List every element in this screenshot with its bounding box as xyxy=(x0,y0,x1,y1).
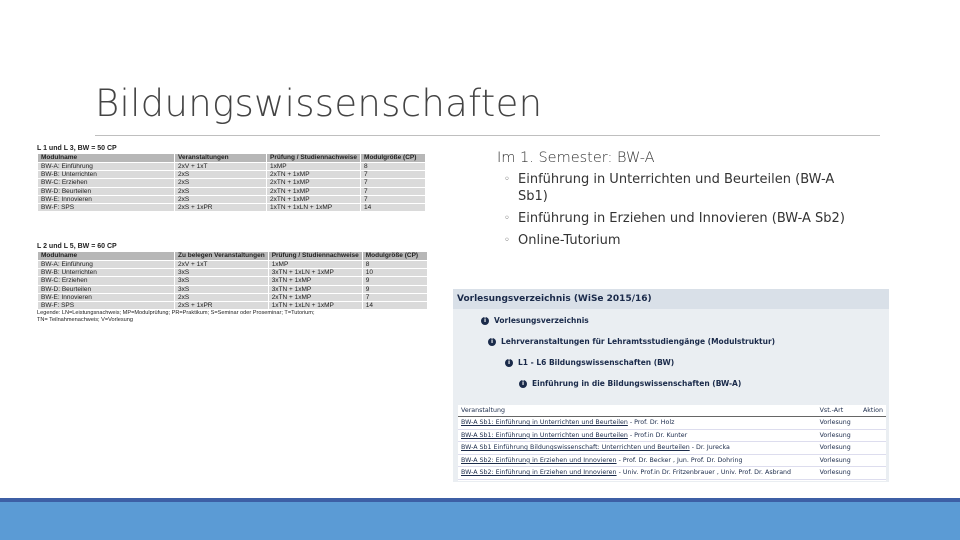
table-row xyxy=(38,195,426,203)
col-header: Veranstaltungen xyxy=(175,154,267,163)
cell: 3xTN + 1xLN + 1xMP xyxy=(268,269,362,277)
table-caption: L 1 und L 3, BW = 50 CP xyxy=(37,145,117,152)
table-row xyxy=(38,277,428,285)
table-row xyxy=(458,442,886,455)
cell: 1xMP xyxy=(268,261,362,269)
cell: 2xS xyxy=(175,293,269,301)
cell: 2xS + 1xPR xyxy=(175,302,269,310)
table-legend xyxy=(37,310,397,324)
bullet-text: Einführung in Erziehen und Innovieren (BW-A Sb2) xyxy=(518,211,845,226)
col-header: Modulgröße (CP) xyxy=(361,154,426,163)
cell: BW-B: Unterrichten xyxy=(38,269,175,277)
module-table xyxy=(37,251,428,310)
cell: 2xS xyxy=(175,195,267,203)
cell: 3xTN + 1xMP xyxy=(268,285,362,293)
tree-node-label: Lehrveranstaltungen für Lehramtsstudiengänge (Modulstruktur) xyxy=(501,337,776,346)
lecturer: - Univ. Prof.in Dr. Fritzenbrauer , Univ. Prof. Dr. Asbrand xyxy=(616,469,792,477)
table-row xyxy=(38,269,428,277)
cell: BW-A: Einführung xyxy=(38,261,175,269)
bullet-text: Einführung in Unterrichten und Beurteilen (BW-A Sb1) xyxy=(518,172,835,204)
course-catalog-screenshot xyxy=(453,289,889,482)
cell: BW-C: Erziehen xyxy=(38,179,175,187)
course-type: Vorlesung xyxy=(817,454,860,467)
bullet-item xyxy=(504,232,848,249)
table-row xyxy=(38,285,428,293)
cell: BW-D: Beurteilen xyxy=(38,285,175,293)
module-table-l1-l3 xyxy=(37,145,426,212)
cell: 2xS xyxy=(175,179,267,187)
course-type: Vorlesung xyxy=(817,442,860,455)
tree-node-label: Einführung in die Bildungswissenschaften (BW-A) xyxy=(532,379,742,388)
col-header: Veranstaltung xyxy=(458,405,817,417)
table-caption: L 2 und L 5, BW = 60 CP xyxy=(37,243,117,250)
col-header: Zu belegen Veranstaltungen xyxy=(175,252,269,261)
bullet-text: Online-Tutorium xyxy=(518,233,621,248)
table-row xyxy=(458,417,886,430)
bullet-list xyxy=(497,171,867,249)
action-cell xyxy=(860,417,886,430)
table-row xyxy=(38,187,426,195)
info-icon: i xyxy=(505,359,513,367)
course-table xyxy=(458,405,886,480)
tree-node-label: Vorlesungsverzeichnis xyxy=(494,316,589,325)
info-icon: i xyxy=(481,317,489,325)
cell: BW-D: Beurteilen xyxy=(38,187,175,195)
col-header: Aktion xyxy=(860,405,886,417)
info-icon: i xyxy=(488,338,496,346)
cell: BW-E: Innovieren xyxy=(38,293,175,301)
table-row xyxy=(458,429,886,442)
cell: 3xTN + 1xMP xyxy=(268,277,362,285)
legend-line: Legende: LN=Leistungsnachweis; MP=Modulprüfung; PR=Praktikum; S=Seminar oder Proseminar; T=Tutorium; xyxy=(37,310,315,317)
module-table-l2-l5 xyxy=(37,243,428,324)
table-row xyxy=(38,293,428,301)
action-cell xyxy=(860,442,886,455)
tree-node[interactable] xyxy=(481,316,589,325)
table-row xyxy=(458,467,886,480)
table-row xyxy=(38,302,428,310)
lecturer: - Prof. Dr. Holz xyxy=(627,419,675,427)
lecturer: - Prof. Dr. Becker , Jun. Prof. Dr. Dohring xyxy=(616,456,743,464)
cell: 2xS + 1xPR xyxy=(175,204,267,212)
cell: 7 xyxy=(361,171,426,179)
cell: BW-A: Einführung xyxy=(38,163,175,171)
semester-info xyxy=(497,150,867,254)
cell: 3xS xyxy=(175,285,269,293)
action-cell xyxy=(860,467,886,480)
course-type: Vorlesung xyxy=(817,417,860,430)
cell: 1xTN + 1xLN + 1xMP xyxy=(267,204,361,212)
cell: BW-F: SPS xyxy=(38,204,175,212)
cell: 1xTN + 1xLN + 1xMP xyxy=(268,302,362,310)
table-header-row xyxy=(458,405,886,417)
action-cell xyxy=(860,429,886,442)
table-header-row xyxy=(38,154,426,163)
cell: 2xTN + 1xMP xyxy=(267,195,361,203)
cell: 3xS xyxy=(175,277,269,285)
cell: 1xMP xyxy=(267,163,361,171)
cell: 2xS xyxy=(175,187,267,195)
cell: 7 xyxy=(361,187,426,195)
tree-node[interactable] xyxy=(505,358,674,367)
tree-node[interactable] xyxy=(488,337,775,346)
bullet-item xyxy=(504,210,848,227)
course-link[interactable]: BW-A Sb1: Einführung in Unterrichten und Beurteilen xyxy=(461,419,628,427)
col-header: Modulname xyxy=(38,252,175,261)
table-row xyxy=(38,179,426,187)
col-header: Modulname xyxy=(38,154,175,163)
cell: 14 xyxy=(361,204,426,212)
cell: BW-C: Erziehen xyxy=(38,277,175,285)
cell: 2xV + 1xT xyxy=(175,261,269,269)
cell: 2xS xyxy=(175,171,267,179)
cell: 2xTN + 1xMP xyxy=(267,187,361,195)
cell: 7 xyxy=(362,293,427,301)
table-header-row xyxy=(38,252,428,261)
tree-node[interactable] xyxy=(519,379,741,388)
table-row xyxy=(38,171,426,179)
cell: BW-E: Innovieren xyxy=(38,195,175,203)
cell: BW-F: SPS xyxy=(38,302,175,310)
bullet-item xyxy=(504,171,848,205)
course-link[interactable]: BW-A Sb1: Einführung in Unterrichten und Beurteilen xyxy=(461,431,628,439)
bullet-icon: ◦ xyxy=(504,213,510,224)
semester-heading: Im 1. Semester: BW-A xyxy=(497,150,655,166)
lecturer: - Dr. Jurecka xyxy=(689,444,730,452)
catalog-header: Vorlesungsverzeichnis (WiSe 2015/16) xyxy=(453,289,889,309)
table-row xyxy=(38,163,426,171)
action-cell xyxy=(860,454,886,467)
bullet-icon: ◦ xyxy=(504,235,510,246)
course-link[interactable]: BW-A Sb2: Einführung in Erziehen und Innovieren xyxy=(461,469,617,477)
course-link[interactable]: BW-A Sb1 Einführung Bildungswissenschaft: Unterrichten und Beurteilen xyxy=(461,444,690,452)
col-header: Vst.-Art xyxy=(817,405,860,417)
table-row xyxy=(458,454,886,467)
cell: 2xTN + 1xMP xyxy=(268,293,362,301)
legend-line: TN= Teilnahmenachweis; V=Vorlesung xyxy=(37,317,133,324)
info-icon: i xyxy=(519,380,527,388)
cell: 3xS xyxy=(175,269,269,277)
cell: 9 xyxy=(362,277,427,285)
tree-node-label: L1 - L6 Bildungswissenschaften (BW) xyxy=(518,358,675,367)
cell: 8 xyxy=(362,261,427,269)
table-row xyxy=(38,261,428,269)
col-header: Prüfung / Studiennachweise xyxy=(268,252,362,261)
cell: 14 xyxy=(362,302,427,310)
cell: 8 xyxy=(361,163,426,171)
footer-bar xyxy=(0,502,960,540)
cell: 7 xyxy=(361,179,426,187)
cell: 9 xyxy=(362,285,427,293)
col-header: Modulgröße (CP) xyxy=(362,252,427,261)
title-divider xyxy=(95,135,880,136)
cell: 7 xyxy=(361,195,426,203)
bullet-icon: ◦ xyxy=(504,174,510,185)
cell: 2xTN + 1xMP xyxy=(267,171,361,179)
module-table xyxy=(37,153,426,212)
slide-title: Bildungswissenschaften xyxy=(95,82,543,125)
cell: 2xV + 1xT xyxy=(175,163,267,171)
table-row xyxy=(38,204,426,212)
course-list xyxy=(458,405,886,481)
lecturer: - Prof.in Dr. Kunter xyxy=(627,431,688,439)
cell: 10 xyxy=(362,269,427,277)
course-type: Vorlesung xyxy=(817,467,860,480)
cell: BW-B: Unterrichten xyxy=(38,171,175,179)
cell: 2xTN + 1xMP xyxy=(267,179,361,187)
course-link[interactable]: BW-A Sb2: Einführung in Erziehen und Innovieren xyxy=(461,456,617,464)
course-type: Vorlesung xyxy=(817,429,860,442)
col-header: Prüfung / Studiennachweise xyxy=(267,154,361,163)
